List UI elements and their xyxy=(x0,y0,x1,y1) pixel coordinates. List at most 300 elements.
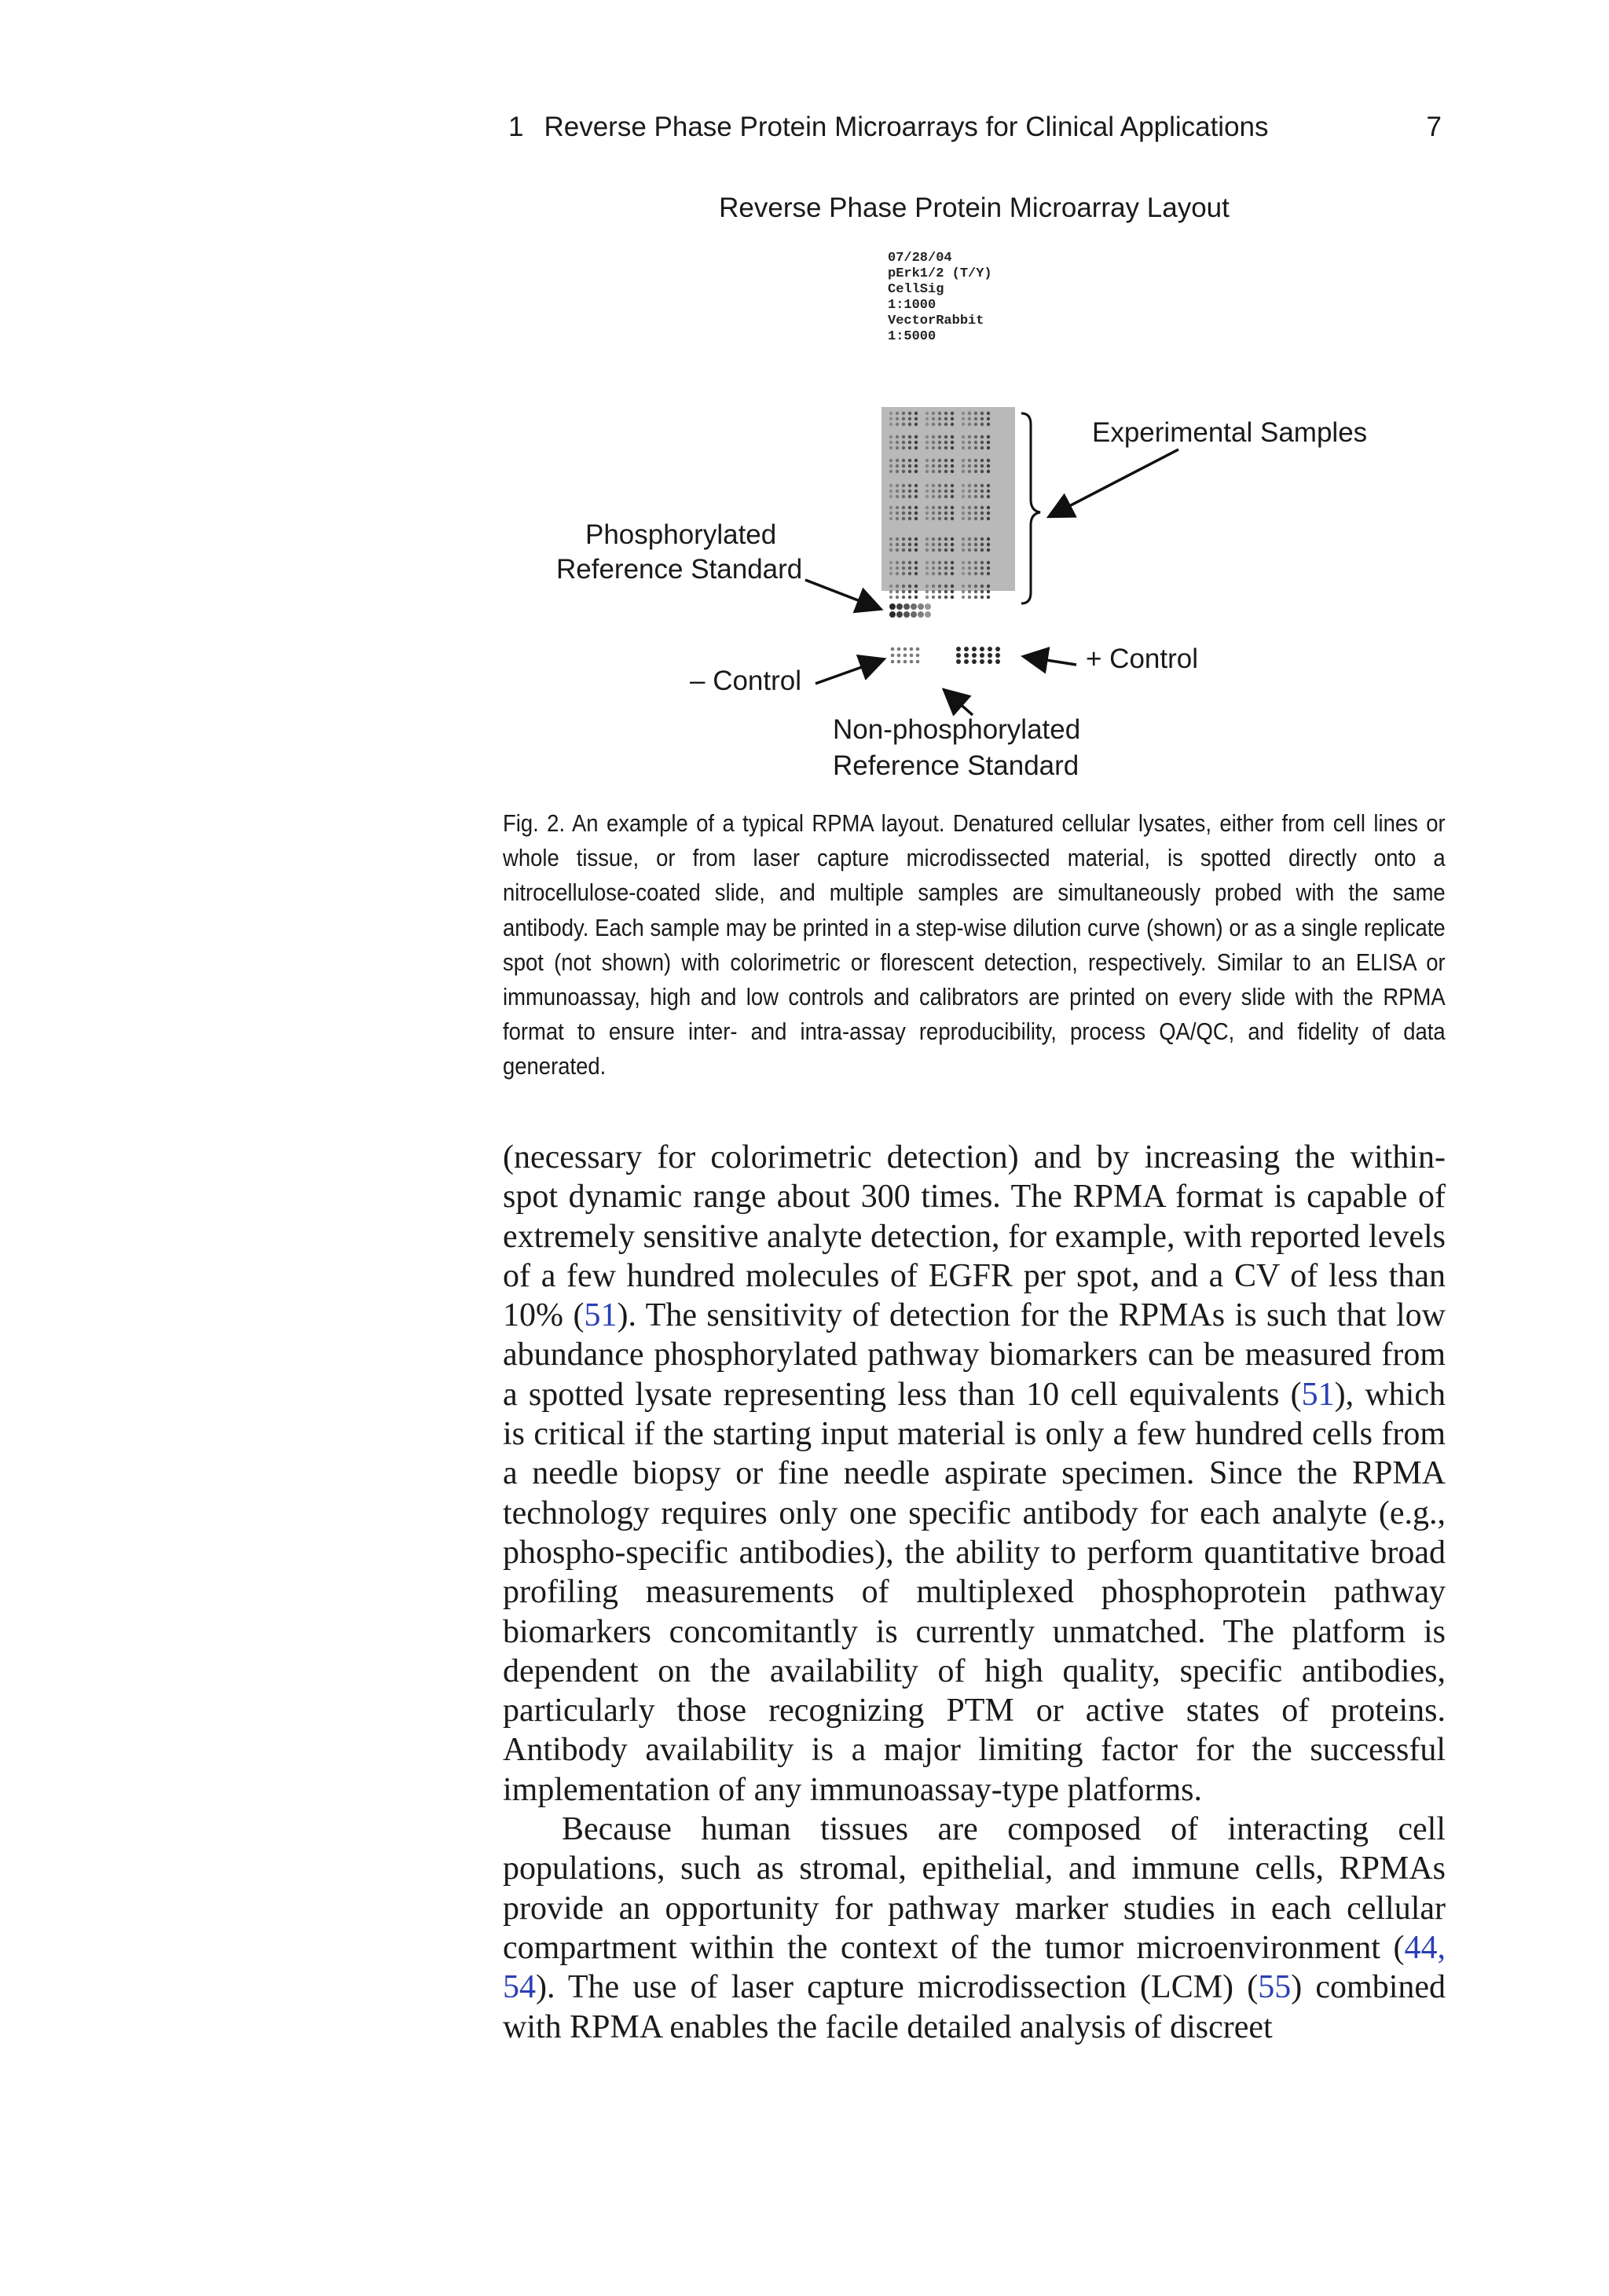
array-spot xyxy=(889,412,892,415)
array-spot xyxy=(980,495,984,498)
array-spot xyxy=(962,512,965,515)
array-spot xyxy=(889,490,892,493)
array-spot xyxy=(896,543,899,546)
array-spot xyxy=(987,435,990,438)
array-spot xyxy=(987,506,990,509)
array-spot xyxy=(974,543,977,546)
array-spot xyxy=(951,572,954,575)
label-phosphorylated-1: Phosphorylated xyxy=(585,519,777,550)
array-spot xyxy=(902,446,905,449)
array-spot xyxy=(951,517,954,520)
array-spot xyxy=(932,543,935,546)
array-spot xyxy=(951,537,954,541)
array-spot xyxy=(925,548,929,552)
array-spot xyxy=(980,543,984,546)
array-spot xyxy=(968,517,971,520)
array-spot xyxy=(951,490,954,493)
array-spot xyxy=(896,417,899,420)
array-spot xyxy=(902,585,905,588)
array-spot xyxy=(896,470,899,473)
array-spot xyxy=(968,435,971,438)
array-spot xyxy=(938,590,941,593)
array-spot xyxy=(951,417,954,420)
array-spot xyxy=(889,495,892,498)
slide-label-line: 1:5000 xyxy=(888,329,936,344)
citation-link[interactable]: 55 xyxy=(1258,1969,1292,2006)
array-spot xyxy=(987,441,990,444)
array-spot xyxy=(889,512,892,515)
array-spot xyxy=(914,517,918,520)
array-spot xyxy=(896,603,903,610)
array-spot xyxy=(889,590,892,593)
array-spot xyxy=(896,459,899,462)
array-spot xyxy=(914,585,918,588)
array-spot xyxy=(902,572,905,575)
text-run: ). The sensitivity of detection for the RPMAs is such that low abundance phosphorylated pathway biomarkers can be measured from a spotted lysate representing less than 10 cell equivalents ( xyxy=(503,1297,1446,1413)
array-spot xyxy=(962,435,965,438)
array-spot xyxy=(896,441,899,444)
array-spot xyxy=(944,490,947,493)
array-spot xyxy=(962,567,965,570)
array-spot xyxy=(968,441,971,444)
array-spot xyxy=(908,517,911,520)
array-spot xyxy=(938,490,941,493)
array-spot xyxy=(889,611,896,618)
array-spot xyxy=(951,412,954,415)
array-spot xyxy=(974,464,977,468)
array-spot xyxy=(902,561,905,564)
array-spot xyxy=(968,590,971,593)
array-spot xyxy=(938,512,941,515)
array-spot xyxy=(908,495,911,498)
array-spot xyxy=(889,572,892,575)
array-spot xyxy=(987,567,990,570)
array-spot xyxy=(889,417,892,420)
array-spot xyxy=(968,512,971,515)
array-spot xyxy=(944,590,947,593)
array-spot xyxy=(914,506,918,509)
array-spot xyxy=(925,441,929,444)
array-spot xyxy=(962,596,965,599)
array-spot xyxy=(962,506,965,509)
array-spot xyxy=(896,596,899,599)
array-spot xyxy=(908,506,911,509)
citation-link[interactable]: 51 xyxy=(584,1297,618,1334)
array-spot xyxy=(980,423,984,426)
array-spot xyxy=(911,611,917,618)
paragraph xyxy=(503,1810,1446,2047)
array-spot xyxy=(889,423,892,426)
array-spot xyxy=(987,470,990,473)
array-spot xyxy=(925,470,929,473)
array-spot xyxy=(980,653,984,658)
array-spot xyxy=(944,506,947,509)
slide-label-line: pErk1/2 (T/Y) xyxy=(888,266,992,281)
array-spot xyxy=(938,517,941,520)
array-spot xyxy=(914,567,918,570)
array-spot xyxy=(972,647,977,651)
array-spot xyxy=(908,561,911,564)
array-spot xyxy=(980,446,984,449)
array-spot xyxy=(944,423,947,426)
array-spot xyxy=(938,470,941,473)
array-spot xyxy=(908,435,911,438)
array-spot xyxy=(951,470,954,473)
array-spot xyxy=(944,435,947,438)
array-spot xyxy=(968,470,971,473)
array-spot xyxy=(932,490,935,493)
array-spot xyxy=(995,653,1000,658)
array-spot xyxy=(896,490,899,493)
array-spot xyxy=(987,423,990,426)
label-nonphos-1: Non-phosphorylated xyxy=(833,714,1081,745)
array-spot xyxy=(908,446,911,449)
array-spot xyxy=(974,506,977,509)
array-spot xyxy=(987,548,990,552)
text-run: ). The use of laser capture microdissection (LCM) ( xyxy=(536,1969,1259,2006)
array-spot xyxy=(896,446,899,449)
array-spot xyxy=(944,543,947,546)
array-spot xyxy=(972,653,977,658)
array-spot xyxy=(980,567,984,570)
array-spot xyxy=(974,548,977,552)
array-spot xyxy=(932,470,935,473)
array-spot xyxy=(914,490,918,493)
array-spot xyxy=(896,495,899,498)
array-spot xyxy=(908,417,911,420)
chapter-title: Reverse Phase Protein Microarrays for Clinical Applications xyxy=(544,112,1269,142)
array-spot xyxy=(938,423,941,426)
array-spot xyxy=(962,464,965,468)
array-spot xyxy=(962,548,965,552)
array-spot xyxy=(902,464,905,468)
figure-title: Reverse Phase Protein Microarray Layout xyxy=(719,193,1230,223)
array-spot xyxy=(968,423,971,426)
body-text xyxy=(503,1138,1446,2047)
array-spot xyxy=(980,659,984,664)
array-spot xyxy=(956,659,961,664)
array-spot xyxy=(902,412,905,415)
citation-link[interactable]: 44, 54 xyxy=(503,1929,1446,2006)
array-spot xyxy=(925,611,931,618)
array-spot xyxy=(889,537,892,541)
array-spot xyxy=(944,596,947,599)
array-spot xyxy=(944,572,947,575)
array-spot xyxy=(889,585,892,588)
array-spot xyxy=(889,464,892,468)
array-spot xyxy=(908,470,911,473)
array-spot xyxy=(914,435,918,438)
array-spot xyxy=(951,561,954,564)
array-spot xyxy=(914,459,918,462)
array-spot xyxy=(962,446,965,449)
array-spot xyxy=(980,596,984,599)
array-spot xyxy=(925,459,929,462)
array-spot xyxy=(968,484,971,487)
array-spot xyxy=(974,561,977,564)
array-spot xyxy=(968,459,971,462)
array-spot xyxy=(944,484,947,487)
array-spot xyxy=(938,495,941,498)
array-spot xyxy=(951,495,954,498)
array-spot xyxy=(951,441,954,444)
array-spot xyxy=(938,572,941,575)
array-spot xyxy=(908,464,911,468)
array-spot xyxy=(896,464,899,468)
array-spot xyxy=(914,412,918,415)
array-spot xyxy=(914,572,918,575)
array-spot xyxy=(987,590,990,593)
array-spot xyxy=(891,647,895,651)
array-spot xyxy=(944,412,947,415)
array-spot xyxy=(908,596,911,599)
text-run: ), which is critical if the starting input material is only a few hundred cells from a needle biopsy or fine needle aspirate specimen. Since the RPMA technology requires only one specific antibody for each analyte (e.g., phospho-specific antibodies), the ability to perform quantitative broad profiling measurements of multiplexed phosphoprotein pathway biomarkers concomitantly is currently unmatched. The platform is dependent on the availability of high quality, specific antibodies, particularly those recognizing PTM or active states of proteins. Antibody availability is a major limiting factor for the successful implementation of any immunoassay-type platforms. xyxy=(503,1376,1446,1808)
array-spot xyxy=(925,446,929,449)
array-spot xyxy=(889,543,892,546)
label-nonphos-2: Reference Standard xyxy=(833,750,1079,781)
array-spot xyxy=(974,537,977,541)
array-spot xyxy=(974,490,977,493)
array-spot xyxy=(903,611,910,618)
array-spot xyxy=(972,659,977,664)
array-spot xyxy=(987,495,990,498)
array-spot xyxy=(951,543,954,546)
array-spot xyxy=(910,654,914,658)
array-spot xyxy=(944,567,947,570)
array-spot xyxy=(925,596,929,599)
array-spot xyxy=(974,423,977,426)
array-spot xyxy=(938,417,941,420)
array-spot xyxy=(932,441,935,444)
array-spot xyxy=(987,596,990,599)
array-spot xyxy=(968,537,971,541)
array-spot xyxy=(980,459,984,462)
text-run: (necessary for colorimetric detection) and by increasing the within-spot dynamic range about 300 times. The RPMA format is capable of extremely sensitive analyte detection, for example, with reported levels of a few hundred molecules of EGFR per spot, and a CV of less than 10% ( xyxy=(503,1139,1446,1334)
array-spot xyxy=(968,464,971,468)
array-spot xyxy=(938,537,941,541)
array-spot xyxy=(889,459,892,462)
array-spot xyxy=(932,512,935,515)
array-spot xyxy=(944,441,947,444)
array-spot xyxy=(911,603,917,610)
array-spot xyxy=(925,484,929,487)
array-spot xyxy=(980,490,984,493)
microarray-slide xyxy=(881,247,1015,664)
array-spot xyxy=(914,446,918,449)
array-spot xyxy=(938,567,941,570)
array-spot xyxy=(938,412,941,415)
array-spot xyxy=(980,484,984,487)
array-spot xyxy=(974,512,977,515)
label-minus-control: – Control xyxy=(690,666,802,696)
array-spot xyxy=(925,603,931,610)
array-spot xyxy=(896,537,899,541)
array-spot xyxy=(896,412,899,415)
array-spot xyxy=(944,517,947,520)
array-spot xyxy=(902,567,905,570)
array-spot xyxy=(914,417,918,420)
text-run: ) combined with RPMA enables the facile detailed analysis of discreet xyxy=(503,1969,1446,2045)
array-spot xyxy=(951,484,954,487)
array-spot xyxy=(987,561,990,564)
array-spot xyxy=(974,441,977,444)
array-spot xyxy=(944,512,947,515)
array-spot xyxy=(896,561,899,564)
array-spot xyxy=(925,590,929,593)
array-spot xyxy=(938,543,941,546)
array-spot xyxy=(944,459,947,462)
arrow-experimental xyxy=(1051,449,1178,515)
array-spot xyxy=(914,441,918,444)
array-spot xyxy=(962,517,965,520)
array-spot xyxy=(896,517,899,520)
array-spot xyxy=(987,417,990,420)
array-spot xyxy=(962,490,965,493)
array-spot xyxy=(902,441,905,444)
array-spot xyxy=(896,512,899,515)
array-spot xyxy=(987,412,990,415)
arrow-minus-control xyxy=(815,660,881,684)
array-spot xyxy=(980,441,984,444)
array-spot xyxy=(925,512,929,515)
array-spot xyxy=(908,590,911,593)
array-spot xyxy=(932,435,935,438)
array-spot xyxy=(944,561,947,564)
array-spot xyxy=(925,506,929,509)
array-spot xyxy=(925,417,929,420)
figure-rpma-layout xyxy=(503,178,1446,798)
array-spot xyxy=(896,611,903,618)
array-spot xyxy=(974,596,977,599)
array-spot xyxy=(974,470,977,473)
array-spot xyxy=(910,660,914,664)
array-spot xyxy=(932,548,935,552)
array-spot xyxy=(889,603,896,610)
array-spot xyxy=(964,653,969,658)
array-spot xyxy=(932,484,935,487)
text-run: Because human tissues are composed of interacting cell populations, such as stromal, epithelial, and immune cells, RPMAs provide an opportunity for pathway marker studies in each cellular compartment within the context of the tumor microenvironment ( xyxy=(503,1811,1446,1966)
array-spot xyxy=(932,596,935,599)
experimental-brace xyxy=(1021,413,1040,603)
array-spot xyxy=(974,517,977,520)
array-spot xyxy=(932,572,935,575)
array-spot xyxy=(968,572,971,575)
array-spot xyxy=(968,490,971,493)
array-spot xyxy=(968,585,971,588)
array-spot xyxy=(980,417,984,420)
array-spot xyxy=(944,446,947,449)
array-spot xyxy=(925,490,929,493)
array-spot xyxy=(951,596,954,599)
array-spot xyxy=(974,412,977,415)
array-spot xyxy=(889,446,892,449)
array-spot xyxy=(962,585,965,588)
array-spot xyxy=(925,572,929,575)
array-spot xyxy=(980,464,984,468)
array-spot xyxy=(925,495,929,498)
array-spot xyxy=(980,548,984,552)
array-spot xyxy=(962,590,965,593)
array-spot xyxy=(974,484,977,487)
array-spot xyxy=(908,484,911,487)
array-spot xyxy=(988,659,992,664)
array-spot xyxy=(974,567,977,570)
array-spot xyxy=(962,423,965,426)
array-spot xyxy=(968,548,971,552)
array-spot xyxy=(944,470,947,473)
array-spot xyxy=(938,459,941,462)
array-spot xyxy=(980,590,984,593)
array-spot xyxy=(902,417,905,420)
array-spot xyxy=(938,548,941,552)
array-spot xyxy=(925,585,929,588)
array-spot xyxy=(987,543,990,546)
array-spot xyxy=(891,654,895,658)
array-spot xyxy=(914,423,918,426)
arrow-nonphos xyxy=(946,691,973,715)
array-spot xyxy=(903,647,907,651)
array-spot xyxy=(987,512,990,515)
array-spot xyxy=(932,567,935,570)
array-spot xyxy=(995,659,1000,664)
array-spot xyxy=(974,446,977,449)
array-spot xyxy=(962,572,965,575)
array-spot xyxy=(925,561,929,564)
array-spot xyxy=(951,585,954,588)
array-spot xyxy=(902,495,905,498)
array-spot xyxy=(889,506,892,509)
array-spot xyxy=(932,412,935,415)
array-spot xyxy=(987,490,990,493)
array-spot xyxy=(987,446,990,449)
array-spot xyxy=(968,543,971,546)
array-spot xyxy=(916,654,920,658)
array-spot xyxy=(908,412,911,415)
array-spot xyxy=(889,470,892,473)
array-spot xyxy=(956,647,961,651)
array-spot xyxy=(914,590,918,593)
array-spot xyxy=(925,517,929,520)
array-spot xyxy=(908,572,911,575)
array-spot xyxy=(925,537,929,541)
array-spot xyxy=(988,653,992,658)
array-spot xyxy=(908,585,911,588)
array-spot xyxy=(932,537,935,541)
array-spot xyxy=(897,654,901,658)
array-spot xyxy=(968,567,971,570)
slide-label-line: 07/28/04 xyxy=(888,251,952,266)
label-phosphorylated-2: Reference Standard xyxy=(556,554,803,585)
array-spot xyxy=(932,423,935,426)
array-spot xyxy=(896,567,899,570)
array-spot xyxy=(988,647,992,651)
array-spot xyxy=(902,548,905,552)
array-spot xyxy=(938,484,941,487)
array-spot xyxy=(889,441,892,444)
array-spot xyxy=(968,417,971,420)
citation-link[interactable]: 51 xyxy=(1301,1376,1335,1413)
array-spot xyxy=(902,506,905,509)
slide-label-line: VectorRabbit xyxy=(888,314,984,328)
array-spot xyxy=(962,470,965,473)
array-spot xyxy=(951,435,954,438)
array-spot xyxy=(974,435,977,438)
array-spot xyxy=(980,517,984,520)
array-spot xyxy=(980,470,984,473)
array-spot xyxy=(938,464,941,468)
array-spot xyxy=(951,423,954,426)
array-spot xyxy=(902,470,905,473)
